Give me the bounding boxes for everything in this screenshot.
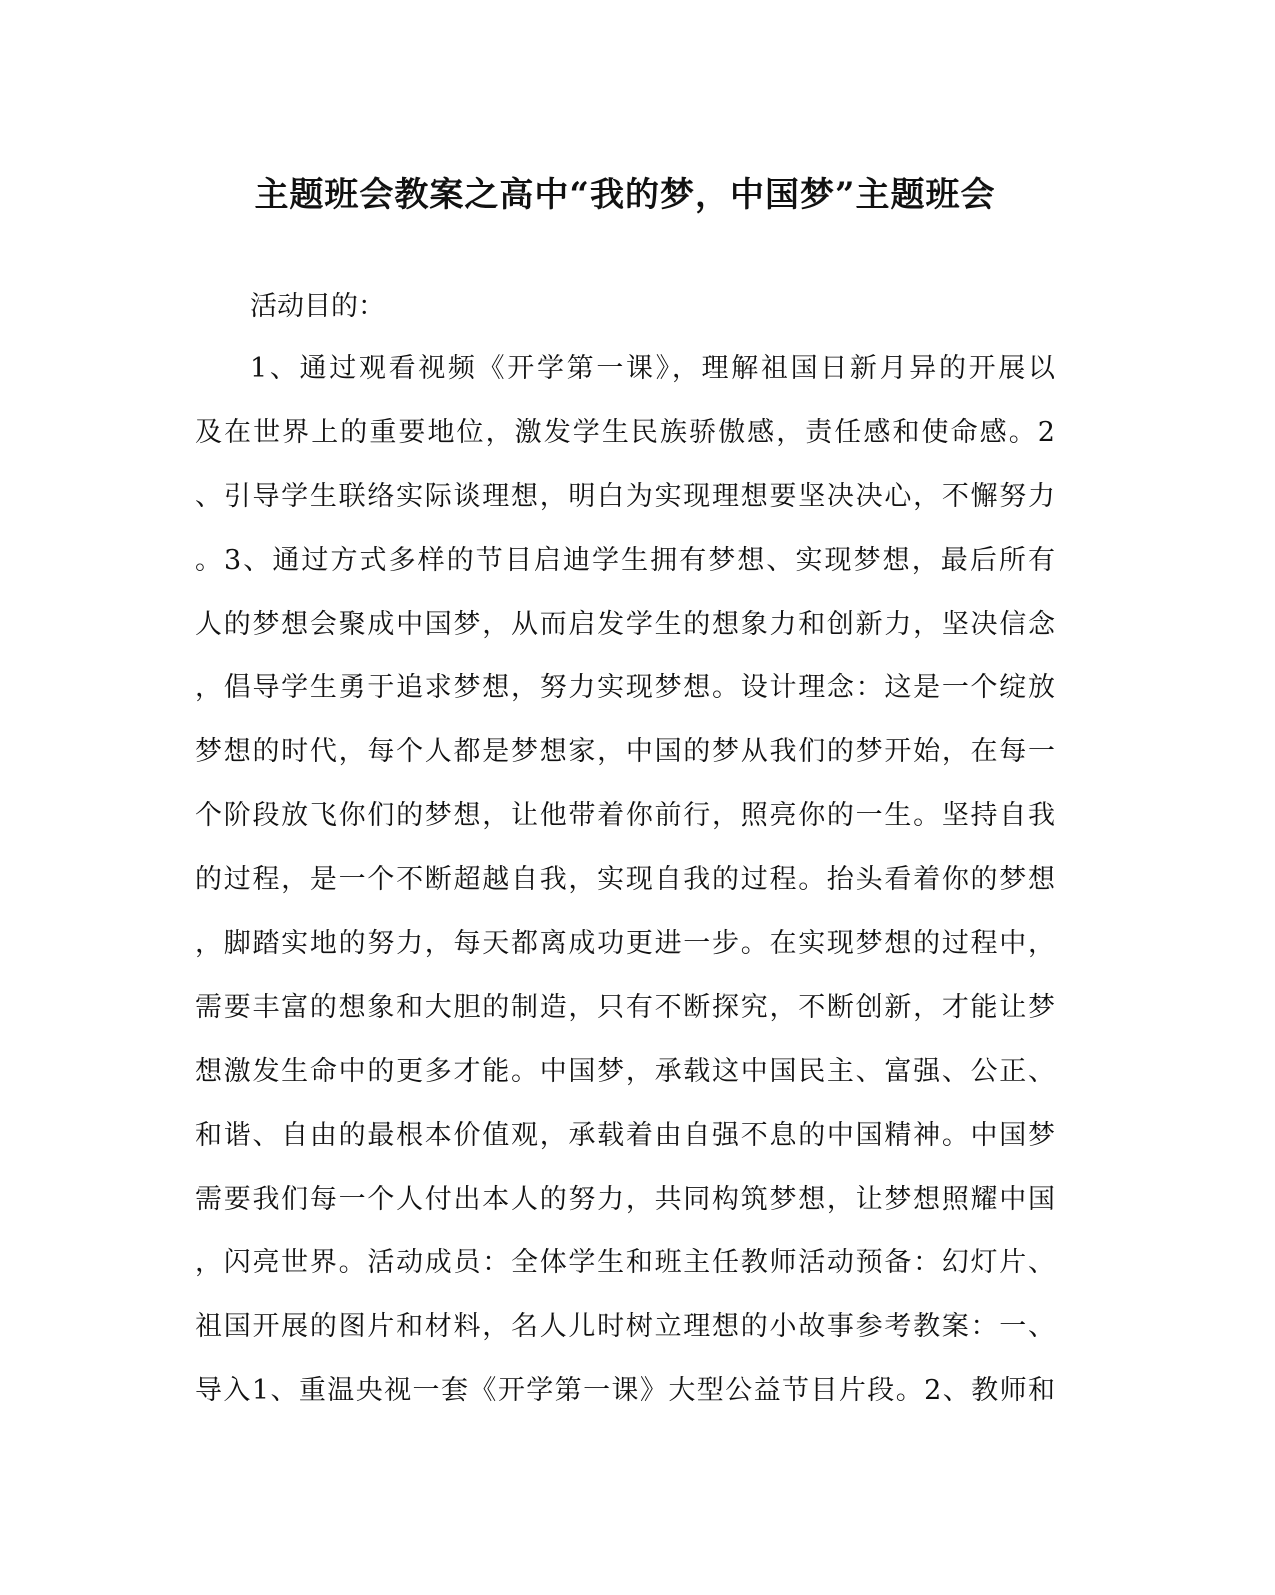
- text-line: 梦想的时代，每个人都是梦想家，中国的梦从我们的梦开始，在每一: [195, 736, 1055, 768]
- text-line: 需要丰富的想象和大胆的制造，只有不断探究，不断创新，才能让梦: [195, 991, 1055, 1023]
- document-title: 主题班会教案之高中“我的梦，中国梦”主题班会: [254, 175, 996, 215]
- section-heading: 活动目的：: [250, 291, 385, 322]
- text-line: ，脚踏实地的努力，每天都离成功更进一步。在实现梦想的过程中，: [195, 928, 1055, 960]
- text-line: 想激发生命中的更多才能。中国梦，承载这中国民主、富强、公正、: [195, 1055, 1055, 1087]
- text-line: 导入1、重温央视一套《开学第一课》大型公益节目片段。2、教师和: [195, 1375, 1055, 1407]
- text-line: 需要我们每一个人付出本人的努力，共同构筑梦想，让梦想照耀中国: [195, 1183, 1055, 1215]
- text-line: 及在世界上的重要地位，激发学生民族骄傲感，责任感和使命感。2: [195, 416, 1055, 448]
- text-line: 1、通过观看视频《开学第一课》，理解祖国日新月异的开展以: [250, 353, 1055, 384]
- text-line: 个阶段放飞你们的梦想，让他带着你前行，照亮你的一生。坚持自我: [195, 800, 1055, 832]
- text-line: 。3、通过方式多样的节目启迪学生拥有梦想、实现梦想，最后所有: [195, 544, 1055, 576]
- text-line: ，闪亮世界。活动成员：全体学生和班主任教师活动预备：幻灯片、: [195, 1247, 1055, 1279]
- text-line: 和谐、自由的最根本价值观，承载着由自强不息的中国精神。中国梦: [195, 1119, 1055, 1151]
- body-text: [195, 344, 1055, 1430]
- text-line: 的过程，是一个不断超越自我，实现自我的过程。抬头看着你的梦想: [195, 864, 1055, 896]
- text-line: ，倡导学生勇于追求梦想，努力实现梦想。设计理念：这是一个绽放: [195, 672, 1055, 704]
- text-line: 祖国开展的图片和材料，名人儿时树立理想的小故事参考教案：一、: [195, 1311, 1055, 1343]
- text-line: 人的梦想会聚成中国梦，从而启发学生的想象力和创新力，坚决信念: [195, 608, 1055, 640]
- text-line: 、引导学生联络实际谈理想，明白为实现理想要坚决决心，不懈努力: [195, 480, 1055, 512]
